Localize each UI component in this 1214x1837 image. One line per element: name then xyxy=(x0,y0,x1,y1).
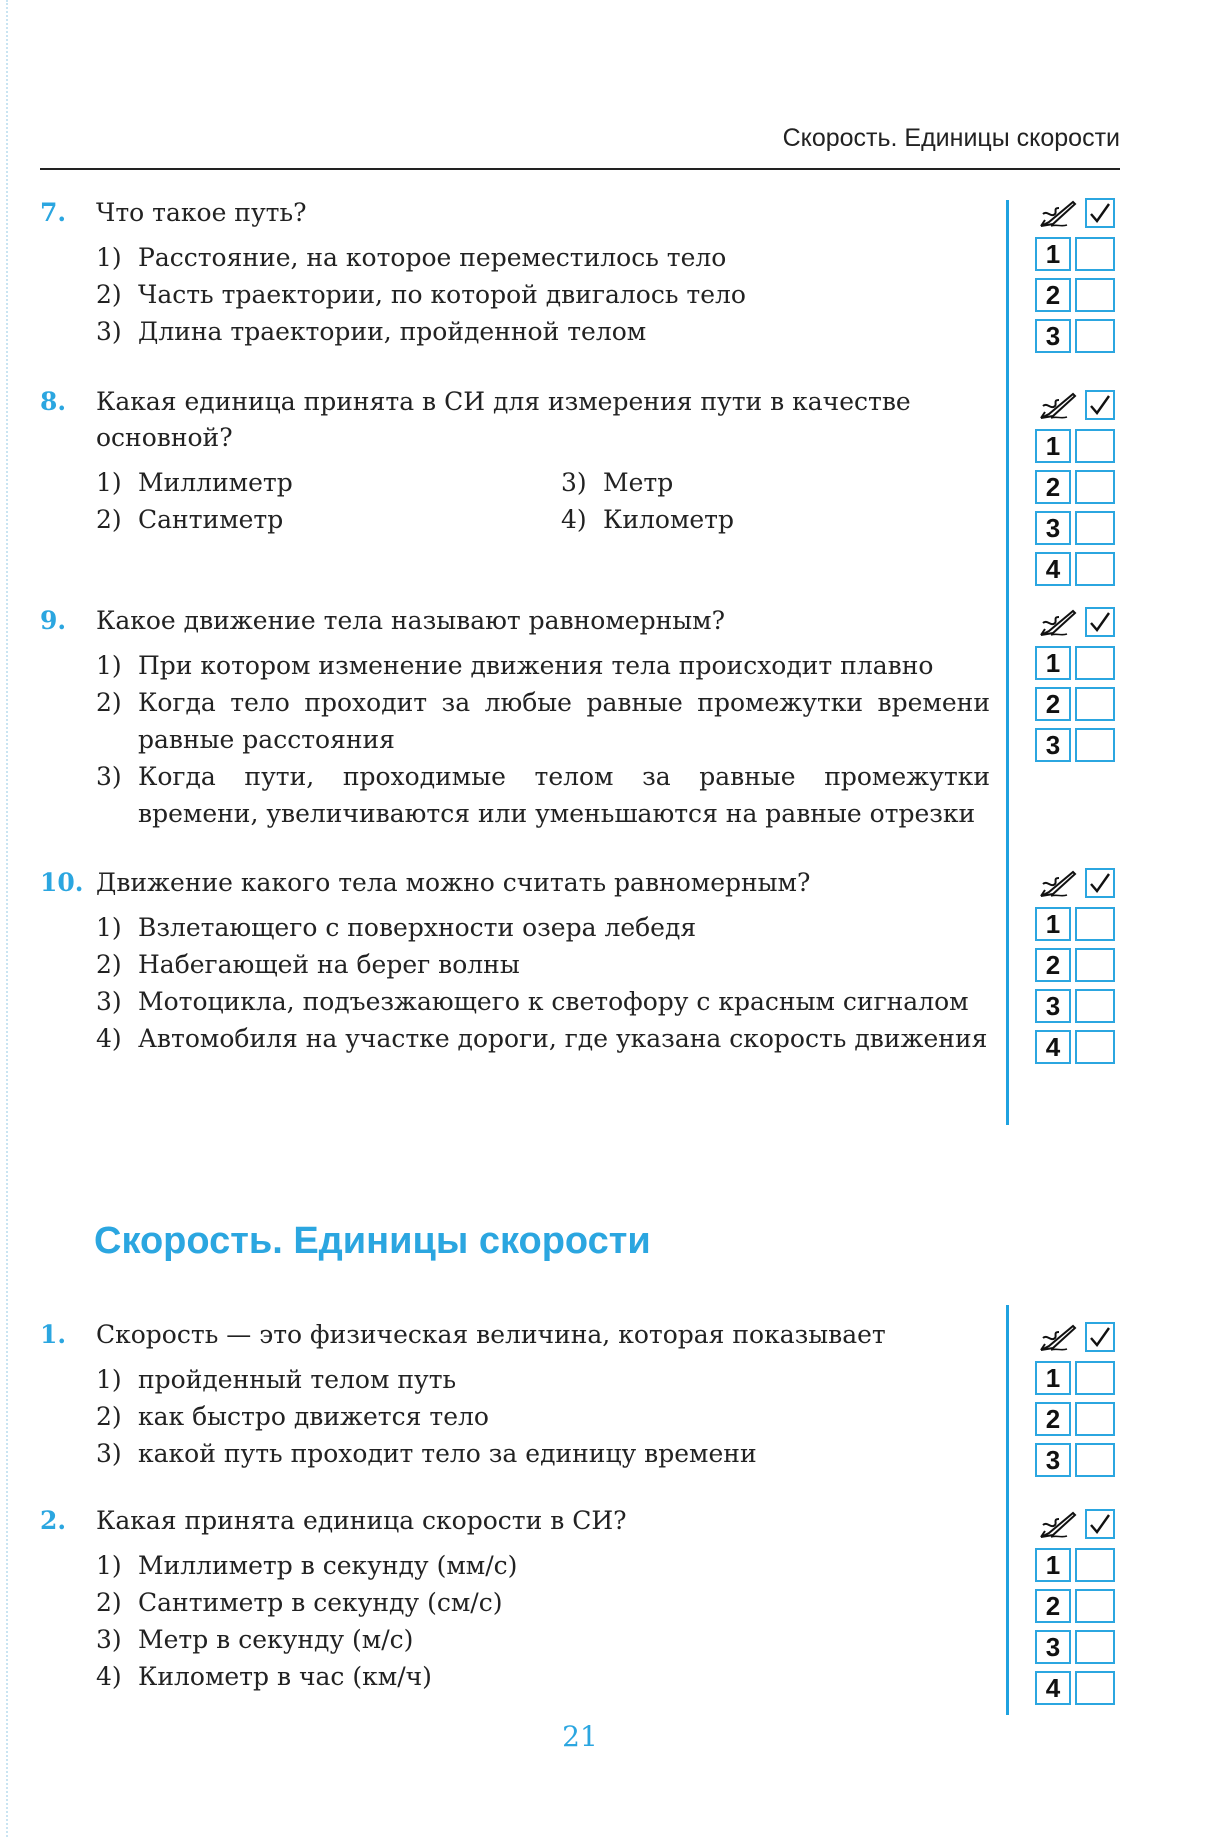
option-1 xyxy=(40,909,1000,946)
answer-number-box: 1 xyxy=(1035,1361,1071,1395)
question-10 xyxy=(40,865,1000,1057)
answer-row-2 xyxy=(1035,470,1120,506)
answer-number-box: 4 xyxy=(1035,1030,1071,1064)
option-2 xyxy=(40,1584,1000,1621)
options-list xyxy=(40,909,1000,1057)
answer-input-box[interactable] xyxy=(1075,1671,1115,1705)
option-text: Взлетающего с поверхности озера лебедя xyxy=(138,913,697,942)
option-number: 2) xyxy=(96,1402,122,1431)
option-3 xyxy=(40,983,1000,1020)
option-2 xyxy=(40,501,505,538)
answer-number-box: 2 xyxy=(1035,948,1071,982)
answer-row-3 xyxy=(1035,1630,1120,1666)
option-number: 4) xyxy=(96,1662,122,1691)
option-2 xyxy=(40,276,1000,313)
option-4 xyxy=(40,1658,1000,1695)
answer-number-box: 3 xyxy=(1035,1443,1071,1477)
answer-row-3 xyxy=(1035,989,1120,1025)
option-text: Когда тело проходит за любые равные промежутки времени равные расстояния xyxy=(138,688,990,754)
option-text: пройденный телом путь xyxy=(138,1365,457,1394)
answer-input-box[interactable] xyxy=(1075,687,1115,721)
pen-writing-icon xyxy=(1039,870,1077,898)
answer-number-box: 4 xyxy=(1035,552,1071,586)
options-list xyxy=(40,1361,1000,1472)
option-number: 2) xyxy=(96,280,122,309)
answer-input-box[interactable] xyxy=(1075,1589,1115,1623)
answer-input-box[interactable] xyxy=(1075,237,1115,271)
answer-input-box[interactable] xyxy=(1075,319,1115,353)
question-number: 1. xyxy=(40,1320,67,1349)
option-number: 3) xyxy=(96,987,122,1016)
answer-number-box: 1 xyxy=(1035,1548,1071,1582)
answer-number-box: 1 xyxy=(1035,907,1071,941)
checkmark-icon xyxy=(1088,201,1112,225)
option-text: Автомобиля на участке дороги, где указана скорость движения xyxy=(138,1024,988,1053)
answer-input-box[interactable] xyxy=(1075,1548,1115,1582)
question-stem xyxy=(40,865,1000,901)
option-text: Сантиметр xyxy=(138,505,284,534)
answer-grid-s2 xyxy=(1035,1509,1120,1712)
answer-header xyxy=(1035,607,1120,641)
checkmark-icon xyxy=(1088,610,1112,634)
answer-row-4 xyxy=(1035,1671,1120,1707)
answer-number-box: 1 xyxy=(1035,237,1071,271)
check-box[interactable] xyxy=(1085,607,1115,637)
question-number: 9. xyxy=(40,606,67,635)
checkmark-icon xyxy=(1088,1325,1112,1349)
answer-row-3 xyxy=(1035,511,1120,547)
option-3 xyxy=(505,464,905,501)
answer-header xyxy=(1035,198,1120,232)
answer-row-1 xyxy=(1035,1548,1120,1584)
option-3 xyxy=(40,758,1000,832)
options-list xyxy=(40,464,1000,538)
options-list xyxy=(40,1547,1000,1695)
answer-number-box: 2 xyxy=(1035,278,1071,312)
option-number: 2) xyxy=(96,688,122,717)
answer-row-2 xyxy=(1035,1589,1120,1625)
answer-row-1 xyxy=(1035,1361,1120,1397)
option-number: 1) xyxy=(96,243,122,272)
section-title: Скорость. Единицы скорости xyxy=(94,1220,651,1262)
option-3 xyxy=(40,313,1000,350)
check-box[interactable] xyxy=(1085,198,1115,228)
question-stem xyxy=(40,1317,1000,1353)
option-number: 2) xyxy=(96,1588,122,1617)
question-text: Какое движение тела называют равномерным? xyxy=(96,606,725,635)
answer-grid-q7 xyxy=(1035,198,1120,360)
answer-input-box[interactable] xyxy=(1075,1402,1115,1436)
option-4 xyxy=(40,1020,1000,1057)
question-number: 2. xyxy=(40,1506,67,1535)
question-text: Что такое путь? xyxy=(96,198,307,227)
option-text: Километр в час (км/ч) xyxy=(138,1662,432,1691)
option-number: 1) xyxy=(96,1551,122,1580)
option-2 xyxy=(40,946,1000,983)
question-text: Какая единица принята в СИ для измерения пути в качестве основной? xyxy=(96,387,911,452)
check-box[interactable] xyxy=(1085,868,1115,898)
option-4 xyxy=(505,501,905,538)
pen-writing-icon xyxy=(1039,609,1077,637)
option-1 xyxy=(40,239,1000,276)
check-box[interactable] xyxy=(1085,390,1115,420)
answer-row-1 xyxy=(1035,237,1120,273)
option-3 xyxy=(40,1435,1000,1472)
answer-grid-q10 xyxy=(1035,868,1120,1071)
answer-number-box: 3 xyxy=(1035,728,1071,762)
dotted-margin-line xyxy=(6,0,8,1837)
answer-number-box: 4 xyxy=(1035,1671,1071,1705)
pen-writing-icon xyxy=(1039,1324,1077,1352)
checkmark-icon xyxy=(1088,1512,1112,1536)
answer-grid-q9 xyxy=(1035,607,1120,769)
answer-grid-s1 xyxy=(1035,1322,1120,1484)
question-text: Движение какого тела можно считать равномерным? xyxy=(96,868,811,897)
pen-writing-icon xyxy=(1039,392,1077,420)
option-text: как быстро движется тело xyxy=(138,1402,489,1431)
answer-grid-q8 xyxy=(1035,390,1120,593)
question-stem xyxy=(40,1503,1000,1539)
answer-row-3 xyxy=(1035,728,1120,764)
answer-input-box[interactable] xyxy=(1075,429,1115,463)
answer-row-2 xyxy=(1035,1402,1120,1438)
option-1 xyxy=(40,647,1000,684)
answer-row-2 xyxy=(1035,278,1120,314)
option-1 xyxy=(40,1361,1000,1398)
option-number: 1) xyxy=(96,468,122,497)
answer-input-box[interactable] xyxy=(1075,646,1115,680)
answer-number-box: 1 xyxy=(1035,646,1071,680)
question-stem xyxy=(40,195,1000,231)
answer-number-box: 3 xyxy=(1035,1630,1071,1664)
answer-input-box[interactable] xyxy=(1075,1630,1115,1664)
answer-input-box[interactable] xyxy=(1075,989,1115,1023)
question-number: 10. xyxy=(40,868,84,897)
answer-row-3 xyxy=(1035,1443,1120,1479)
page-number: 21 xyxy=(562,1720,598,1753)
answer-column-rule-upper xyxy=(1006,200,1009,1125)
option-2 xyxy=(40,1398,1000,1435)
checkmark-icon xyxy=(1088,393,1112,417)
option-number: 4) xyxy=(96,1024,122,1053)
option-text: Миллиметр xyxy=(138,468,293,497)
options-list xyxy=(40,239,1000,350)
question-1 xyxy=(40,1317,1000,1472)
option-number: 3) xyxy=(96,317,122,346)
option-text: Расстояние, на которое переместилось тело xyxy=(138,243,727,272)
question-8 xyxy=(40,384,1000,538)
option-text: Метр в секунду (м/с) xyxy=(138,1625,414,1654)
option-number: 3) xyxy=(96,1439,122,1468)
option-text: Часть траектории, по которой двигалось тело xyxy=(138,280,746,309)
pen-writing-icon xyxy=(1039,200,1077,228)
answer-row-1 xyxy=(1035,646,1120,682)
answer-row-2 xyxy=(1035,687,1120,723)
options-list xyxy=(40,647,1000,832)
option-text: Миллиметр в секунду (мм/с) xyxy=(138,1551,518,1580)
answer-number-box: 1 xyxy=(1035,429,1071,463)
option-text: Мотоцикла, подъезжающего к светофору с красным сигналом xyxy=(138,987,969,1016)
option-1 xyxy=(40,1547,1000,1584)
question-text: Скорость — это физическая величина, которая показывает xyxy=(96,1320,886,1349)
question-stem xyxy=(40,384,1000,456)
check-box[interactable] xyxy=(1085,1509,1115,1539)
answer-input-box[interactable] xyxy=(1075,1361,1115,1395)
option-text: Набегающей на берег волны xyxy=(138,950,520,979)
pen-writing-icon xyxy=(1039,1511,1077,1539)
answer-header xyxy=(1035,390,1120,424)
option-3 xyxy=(40,1621,1000,1658)
option-text: При котором изменение движения тела происходит плавно xyxy=(138,651,934,680)
option-text: Длина траектории, пройденной телом xyxy=(138,317,647,346)
question-7 xyxy=(40,195,1000,350)
checkmark-icon xyxy=(1088,871,1112,895)
header-rule xyxy=(40,168,1120,170)
option-number: 2) xyxy=(96,505,122,534)
answer-header xyxy=(1035,868,1120,902)
answer-header xyxy=(1035,1322,1120,1356)
answer-row-4 xyxy=(1035,552,1120,588)
answer-row-1 xyxy=(1035,429,1120,465)
question-2 xyxy=(40,1503,1000,1695)
answer-row-1 xyxy=(1035,907,1120,943)
answer-input-box[interactable] xyxy=(1075,470,1115,504)
question-stem xyxy=(40,603,1000,639)
answer-number-box: 3 xyxy=(1035,511,1071,545)
answer-number-box: 2 xyxy=(1035,687,1071,721)
answer-column-rule-lower xyxy=(1006,1305,1009,1715)
option-number: 1) xyxy=(96,1365,122,1394)
question-number: 8. xyxy=(40,387,67,416)
option-text: Километр xyxy=(603,505,735,534)
answer-input-box[interactable] xyxy=(1075,948,1115,982)
answer-input-box[interactable] xyxy=(1075,511,1115,545)
option-number: 3) xyxy=(561,468,587,497)
answer-input-box[interactable] xyxy=(1075,1443,1115,1477)
question-text: Какая принята единица скорости в СИ? xyxy=(96,1506,627,1535)
answer-number-box: 2 xyxy=(1035,1402,1071,1436)
check-box[interactable] xyxy=(1085,1322,1115,1352)
option-text: какой путь проходит тело за единицу времени xyxy=(138,1439,757,1468)
option-number: 3) xyxy=(96,762,122,791)
answer-number-box: 3 xyxy=(1035,989,1071,1023)
running-header: Скорость. Единицы скорости xyxy=(782,124,1120,152)
answer-number-box: 2 xyxy=(1035,470,1071,504)
question-number: 7. xyxy=(40,198,67,227)
answer-header xyxy=(1035,1509,1120,1543)
option-2 xyxy=(40,684,1000,758)
answer-number-box: 3 xyxy=(1035,319,1071,353)
option-1 xyxy=(40,464,505,501)
answer-input-box[interactable] xyxy=(1075,1030,1115,1064)
answer-input-box[interactable] xyxy=(1075,278,1115,312)
answer-input-box[interactable] xyxy=(1075,728,1115,762)
answer-row-2 xyxy=(1035,948,1120,984)
question-9 xyxy=(40,603,1000,832)
answer-input-box[interactable] xyxy=(1075,907,1115,941)
option-number: 1) xyxy=(96,913,122,942)
answer-row-4 xyxy=(1035,1030,1120,1066)
option-text: Метр xyxy=(603,468,674,497)
option-number: 4) xyxy=(561,505,587,534)
answer-input-box[interactable] xyxy=(1075,552,1115,586)
answer-number-box: 2 xyxy=(1035,1589,1071,1623)
option-number: 3) xyxy=(96,1625,122,1654)
option-number: 1) xyxy=(96,651,122,680)
option-text: Сантиметр в секунду (см/с) xyxy=(138,1588,503,1617)
option-text: Когда пути, проходимые телом за равные промежутки времени, увеличиваются или уменьшаются на равные отрезки xyxy=(138,762,990,828)
option-number: 2) xyxy=(96,950,122,979)
answer-row-3 xyxy=(1035,319,1120,355)
